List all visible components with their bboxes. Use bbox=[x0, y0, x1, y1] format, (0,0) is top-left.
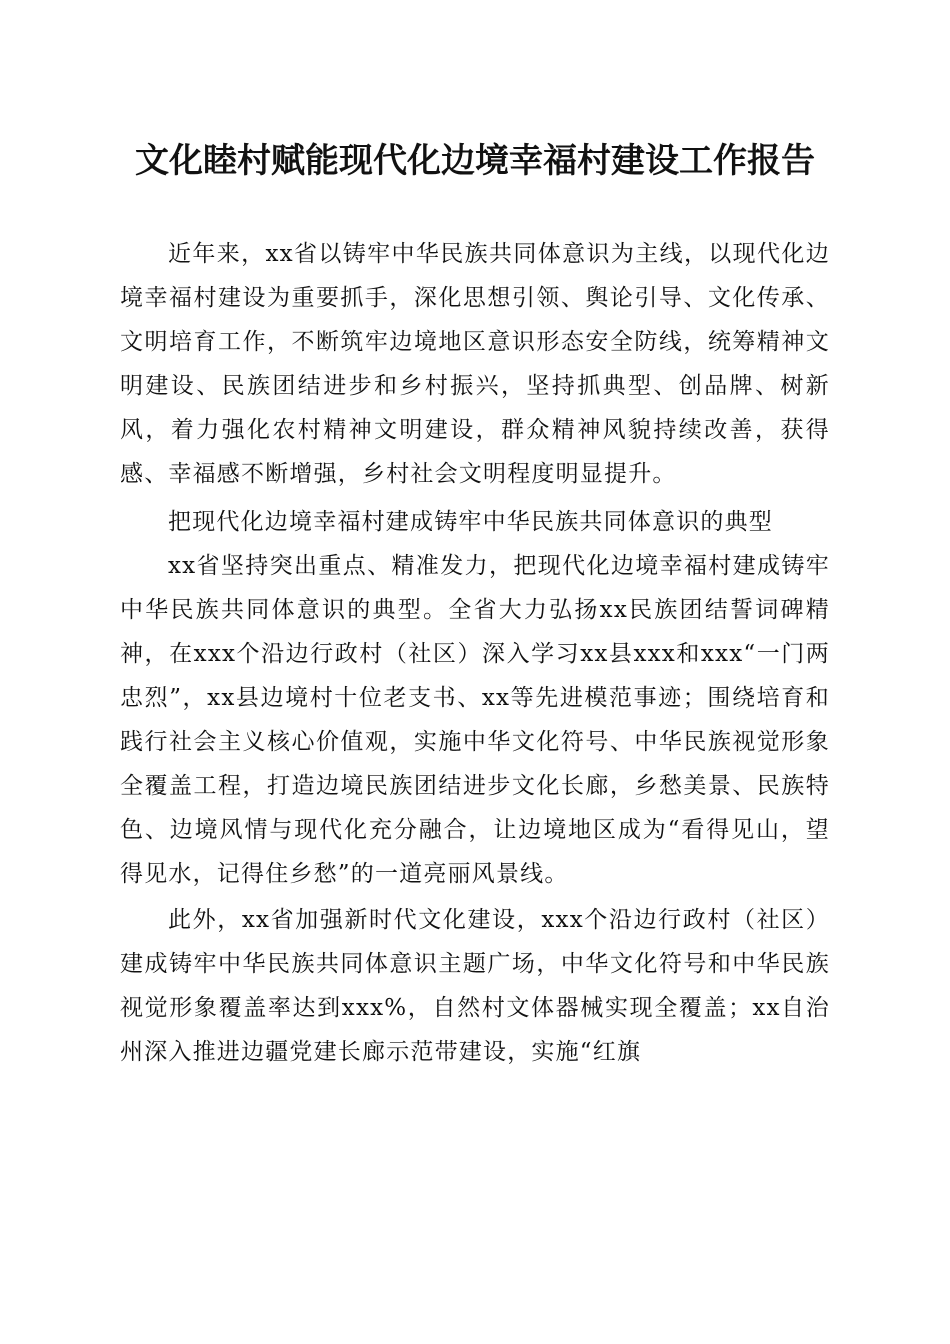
paragraph-additionally: 此外，xx省加强新时代文化建设，xxx个沿边行政村（社区）建成铸牢中华民族共同体意识主题广场，中华文化符号和中华民族视觉形象覆盖率达到xxx%，自然村文体器械实现全覆盖；xx自治州深入推进边疆党建长廊示范带建设，实施“红旗 bbox=[120, 907, 830, 1065]
section-heading: 把现代化边境幸福村建成铸牢中华民族共同体意识的典型 bbox=[168, 509, 773, 535]
paragraph-intro: 近年来，xx省以铸牢中华民族共同体意识为主线，以现代化边境幸福村建设为重要抓手，深化思想引领、舆论引导、文化传承、文明培育工作，不断筑牢边境地区意识形态安全防线，统筹精神文明建设、民族团结进步和乡村振兴，坚持抓典型、创品牌、树新风，着力强化农村精神文明建设，群众精神风貌持续改善，获得感、幸福感不断增强，乡村社会文明程度明显提升。 bbox=[120, 241, 830, 487]
paragraph-typical: xx省坚持突出重点、精准发力，把现代化边境幸福村建成铸牢中华民族共同体意识的典型。全省大力弘扬xx民族团结誓词碑精神，在xxx个沿边行政村（社区）深入学习xx县xxx和xxx“一门两忠烈”，xx县边境村十位老支书、xx等先进模范事迹；围绕培育和践行社会主义核心价值观，实施中华文化符号、中华民族视觉形象全覆盖工程，打造边境民族团结进步文化长廊，乡愁美景、民族特色、边境风情与现代化充分融合，让边境地区成为“看得见山，望得见水，记得住乡愁”的一道亮丽风景线。 bbox=[120, 553, 830, 887]
document-title: 文化睦村赋能现代化边境幸福村建设工作报告 bbox=[135, 141, 815, 181]
document-body bbox=[120, 232, 830, 1074]
